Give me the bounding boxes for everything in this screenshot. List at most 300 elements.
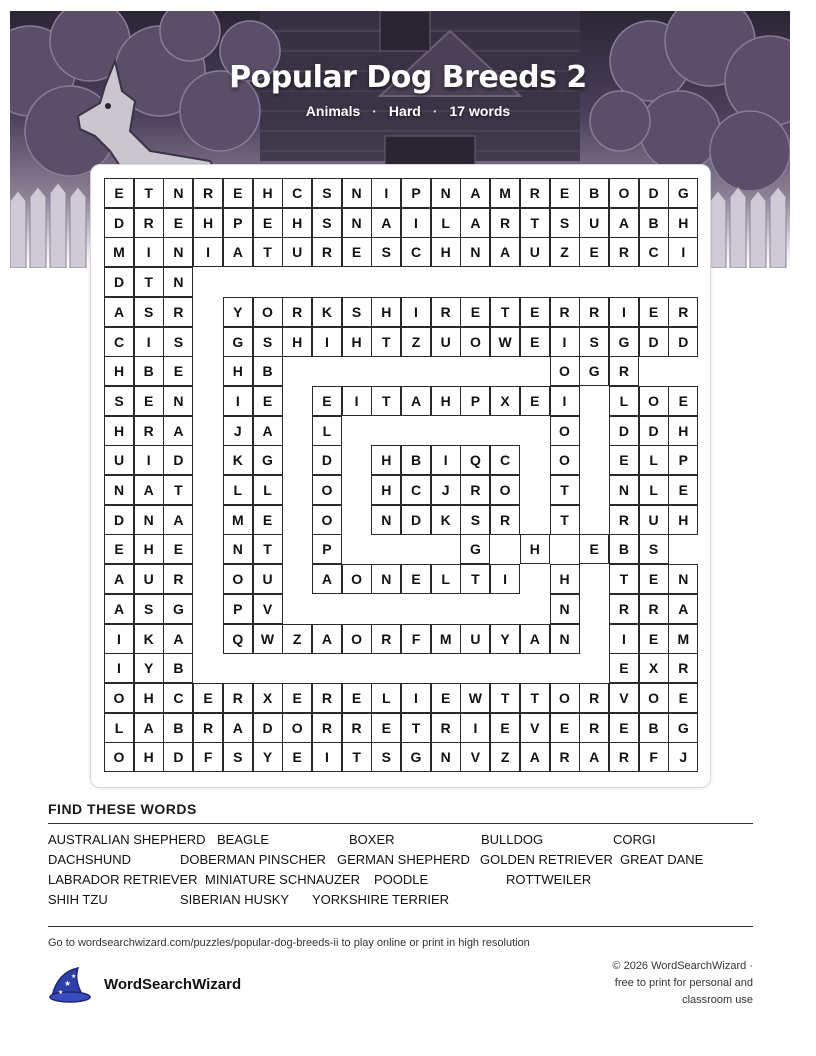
grid-cell: B <box>163 653 193 683</box>
grid-cell: E <box>639 297 669 327</box>
grid-cell: V <box>609 683 639 713</box>
grid-cell: G <box>223 327 253 357</box>
grid-cell: B <box>639 208 669 238</box>
grid-cell: E <box>371 713 401 743</box>
grid-cell: R <box>134 416 164 446</box>
grid-cell: N <box>223 534 253 564</box>
grid-cell: H <box>223 356 253 386</box>
grid-cell: N <box>342 178 372 208</box>
grid-cell: J <box>668 742 698 772</box>
grid-cell: J <box>431 475 461 505</box>
grid-cell: R <box>371 624 401 654</box>
grid-cell: T <box>520 208 550 238</box>
play-online-link[interactable]: Go to wordsearchwizard.com/puzzles/popular-dog-breeds-ii to play online or print in high resolution <box>48 937 530 949</box>
grid-cell: H <box>134 534 164 564</box>
grid-cell: H <box>431 237 461 267</box>
grid-cell: V <box>253 594 283 624</box>
grid-cell: E <box>579 237 609 267</box>
grid-cell: O <box>342 624 372 654</box>
grid-cell: N <box>550 624 580 654</box>
grid-cell: R <box>193 713 223 743</box>
word-item: LABRADOR RETRIEVER <box>48 872 198 887</box>
grid-cell: T <box>371 386 401 416</box>
grid-cell: A <box>163 505 193 535</box>
grid-cell: H <box>282 327 312 357</box>
grid-cell: T <box>550 505 580 535</box>
grid-cell: M <box>668 624 698 654</box>
category-label: Animals <box>305 103 361 119</box>
grid-cell: U <box>282 237 312 267</box>
grid-cell: A <box>253 416 283 446</box>
grid-cell: D <box>639 178 669 208</box>
grid-cell: F <box>639 742 669 772</box>
grid-cell: M <box>490 178 520 208</box>
grid-cell: S <box>371 742 401 772</box>
grid-cell: H <box>550 564 580 594</box>
grid-cell: O <box>609 178 639 208</box>
grid-cell: G <box>163 594 193 624</box>
word-item: GERMAN SHEPHERD <box>337 852 470 867</box>
grid-cell: I <box>609 624 639 654</box>
puzzle-meta <box>0 103 816 119</box>
grid-cell: A <box>134 713 164 743</box>
grid-cell: O <box>550 445 580 475</box>
grid-cell: X <box>253 683 283 713</box>
grid-cell: R <box>282 297 312 327</box>
divider <box>48 926 753 927</box>
grid-cell: R <box>579 713 609 743</box>
grid-cell: N <box>460 237 490 267</box>
grid-cell: E <box>253 505 283 535</box>
grid-cell: I <box>550 386 580 416</box>
meta-separator: · <box>372 103 377 119</box>
grid-cell: H <box>253 178 283 208</box>
word-item: DACHSHUND <box>48 852 132 867</box>
grid-cell: I <box>550 327 580 357</box>
grid-cell: T <box>401 713 431 743</box>
grid-cell: W <box>253 624 283 654</box>
grid-cell: R <box>579 683 609 713</box>
grid-cell: E <box>639 564 669 594</box>
grid-cell: R <box>431 297 461 327</box>
grid-cell: V <box>460 742 490 772</box>
grid-cell: C <box>163 683 193 713</box>
grid-cell: S <box>550 208 580 238</box>
grid-cell: B <box>401 445 431 475</box>
brand-name: WordSearchWizard <box>104 975 242 993</box>
grid-cell: A <box>312 564 342 594</box>
grid-cell: I <box>401 297 431 327</box>
grid-cell: S <box>134 297 164 327</box>
grid-cell: L <box>639 445 669 475</box>
grid-cell: R <box>609 356 639 386</box>
grid-cell: E <box>520 386 550 416</box>
grid-cell: G <box>579 356 609 386</box>
word-item: AUSTRALIAN SHEPHERD <box>48 832 206 847</box>
grid-cell: R <box>550 742 580 772</box>
grid-cell: M <box>223 505 253 535</box>
grid-cell: T <box>253 534 283 564</box>
grid-cell: Z <box>401 327 431 357</box>
grid-cell: S <box>579 327 609 357</box>
grid-cell: A <box>520 624 550 654</box>
grid-cell: I <box>312 327 342 357</box>
grid-cell: I <box>401 683 431 713</box>
word-count-label: 17 words <box>449 103 511 119</box>
grid-cell: R <box>639 594 669 624</box>
grid-cell: E <box>253 386 283 416</box>
grid-cell: H <box>134 742 164 772</box>
grid-cell: E <box>579 534 609 564</box>
grid-cell: U <box>431 327 461 357</box>
grid-cell: C <box>104 327 134 357</box>
grid-cell: D <box>639 416 669 446</box>
grid-cell: D <box>609 416 639 446</box>
grid-cell: K <box>134 624 164 654</box>
grid-cell: T <box>550 475 580 505</box>
grid-cell: I <box>431 445 461 475</box>
word-list <box>48 832 753 916</box>
grid-cell: N <box>668 564 698 594</box>
grid-cell: E <box>104 534 134 564</box>
grid-cell: H <box>520 534 550 564</box>
grid-cell: D <box>253 713 283 743</box>
grid-cell: O <box>312 505 342 535</box>
grid-cell: V <box>520 713 550 743</box>
grid-cell: I <box>460 713 490 743</box>
grid-cell: H <box>371 475 401 505</box>
grid-cell: U <box>520 237 550 267</box>
grid-cell: D <box>104 505 134 535</box>
grid-cell: H <box>193 208 223 238</box>
grid-cell: O <box>639 386 669 416</box>
grid-cell: L <box>104 713 134 743</box>
grid-cell: A <box>579 742 609 772</box>
grid-cell: G <box>668 178 698 208</box>
grid-cell: S <box>312 208 342 238</box>
grid-cell: F <box>401 624 431 654</box>
grid-cell: I <box>134 445 164 475</box>
grid-cell: D <box>163 445 193 475</box>
word-item: ROTTWEILER <box>506 872 592 887</box>
grid-cell: T <box>342 742 372 772</box>
grid-cell: A <box>401 386 431 416</box>
word-item: BULLDOG <box>481 832 544 847</box>
grid-cell: E <box>431 683 461 713</box>
grid-cell: L <box>431 564 461 594</box>
grid-cell: B <box>609 534 639 564</box>
grid-cell: E <box>550 713 580 743</box>
grid-cell: A <box>163 624 193 654</box>
grid-cell: R <box>163 564 193 594</box>
grid-cell: E <box>163 356 193 386</box>
grid-cell: R <box>550 297 580 327</box>
grid-cell: D <box>639 327 669 357</box>
grid-cell: B <box>579 178 609 208</box>
grid-cell: P <box>223 594 253 624</box>
grid-cell: R <box>223 683 253 713</box>
grid-cell: D <box>163 742 193 772</box>
grid-cell: O <box>550 356 580 386</box>
grid-cell: R <box>520 178 550 208</box>
grid-cell: R <box>312 713 342 743</box>
grid-cell: E <box>163 208 193 238</box>
grid-cell: H <box>282 208 312 238</box>
word-item: CORGI <box>613 832 656 847</box>
grid-cell: A <box>490 237 520 267</box>
grid-cell: T <box>371 327 401 357</box>
grid-cell: A <box>312 624 342 654</box>
grid-cell: A <box>609 208 639 238</box>
grid-cell: B <box>134 356 164 386</box>
grid-cell: P <box>223 208 253 238</box>
grid-cell: E <box>668 683 698 713</box>
grid-cell: C <box>282 178 312 208</box>
grid-cell: N <box>163 267 193 297</box>
grid-cell: N <box>431 742 461 772</box>
grid-cell: N <box>134 505 164 535</box>
word-item: SHIH TZU <box>48 892 108 907</box>
word-item: SIBERIAN HUSKY <box>180 892 290 907</box>
grid-cell: O <box>104 742 134 772</box>
grid-cell: U <box>460 624 490 654</box>
grid-cell: O <box>460 327 490 357</box>
grid-cell: K <box>431 505 461 535</box>
grid-cell: R <box>668 653 698 683</box>
grid-cell: T <box>490 297 520 327</box>
grid-cell: Q <box>223 624 253 654</box>
grid-cell: A <box>223 713 253 743</box>
grid-cell: A <box>163 416 193 446</box>
grid-cell: I <box>104 624 134 654</box>
grid-cell: Y <box>490 624 520 654</box>
grid-cell: O <box>223 564 253 594</box>
grid-cell: P <box>312 534 342 564</box>
copyright-notice <box>553 958 753 1009</box>
grid-cell: Y <box>223 297 253 327</box>
grid-cell: G <box>460 534 490 564</box>
puzzle-title: Popular Dog Breeds 2 <box>229 60 587 95</box>
word-item: MINIATURE SCHNAUZER <box>205 872 361 887</box>
grid-cell: A <box>223 237 253 267</box>
grid-cell: O <box>550 416 580 446</box>
grid-cell: X <box>639 653 669 683</box>
grid-cell: H <box>134 683 164 713</box>
grid-cell: E <box>460 297 490 327</box>
copyright-line: free to print for personal and <box>614 977 753 989</box>
grid-cell: F <box>193 742 223 772</box>
grid-cell: H <box>668 208 698 238</box>
grid-cell: A <box>520 742 550 772</box>
word-item: YORKSHIRE TERRIER <box>312 892 450 907</box>
divider <box>48 823 753 824</box>
word-list-title: FIND THESE WORDS <box>48 801 197 817</box>
grid-cell: R <box>193 178 223 208</box>
grid-cell: I <box>401 208 431 238</box>
grid-cell: D <box>312 445 342 475</box>
grid-cell: Z <box>490 742 520 772</box>
grid-cell: R <box>312 237 342 267</box>
grid-cell: E <box>104 178 134 208</box>
grid-cell: H <box>371 297 401 327</box>
grid-cell: E <box>668 386 698 416</box>
grid-cell: P <box>668 445 698 475</box>
grid-cell: A <box>134 475 164 505</box>
grid-cell: N <box>163 237 193 267</box>
grid-cell: R <box>609 742 639 772</box>
grid-cell: R <box>609 505 639 535</box>
grid-cell: X <box>490 386 520 416</box>
grid-cell: B <box>639 713 669 743</box>
grid-cell: R <box>134 208 164 238</box>
grid-cell: S <box>371 237 401 267</box>
word-item: GOLDEN RETRIEVER <box>480 852 613 867</box>
grid-cell: R <box>609 594 639 624</box>
grid-cell: T <box>163 475 193 505</box>
grid-cell: E <box>639 624 669 654</box>
grid-cell: I <box>312 742 342 772</box>
grid-cell: O <box>490 475 520 505</box>
grid-cell: N <box>550 594 580 624</box>
grid-cell: H <box>342 327 372 357</box>
grid-cell: U <box>639 505 669 535</box>
grid-cell: H <box>371 445 401 475</box>
grid-cell: Z <box>282 624 312 654</box>
grid-cell: L <box>312 416 342 446</box>
grid-cell: G <box>401 742 431 772</box>
grid-cell: H <box>104 416 134 446</box>
grid-cell: N <box>342 208 372 238</box>
grid-cell: C <box>401 237 431 267</box>
grid-cell: E <box>609 653 639 683</box>
grid-cell: O <box>342 564 372 594</box>
grid-cell: O <box>104 683 134 713</box>
svg-text:★: ★ <box>64 979 72 988</box>
grid-cell: L <box>609 386 639 416</box>
grid-cell: S <box>253 327 283 357</box>
grid-cell: I <box>490 564 520 594</box>
grid-cell: O <box>550 683 580 713</box>
grid-cell: A <box>104 564 134 594</box>
grid-cell: S <box>460 505 490 535</box>
grid-cell: U <box>253 564 283 594</box>
grid-cell: E <box>342 237 372 267</box>
grid-cell: H <box>668 416 698 446</box>
grid-cell: I <box>134 327 164 357</box>
grid-cell: T <box>490 683 520 713</box>
grid-cell: M <box>431 624 461 654</box>
grid-cell: E <box>312 386 342 416</box>
grid-cell: S <box>134 594 164 624</box>
copyright-line: © 2026 WordSearchWizard · <box>612 960 753 972</box>
grid-cell: R <box>609 237 639 267</box>
wizard-hat-icon <box>48 964 92 1004</box>
grid-cell: P <box>401 178 431 208</box>
grid-cell: E <box>342 683 372 713</box>
svg-text:★: ★ <box>71 973 77 980</box>
grid-cell: D <box>104 267 134 297</box>
grid-cell: D <box>401 505 431 535</box>
grid-cell: O <box>639 683 669 713</box>
grid-cell: N <box>371 505 401 535</box>
word-item: GREAT DANE <box>620 852 704 867</box>
grid-cell: I <box>134 237 164 267</box>
grid-cell: O <box>312 475 342 505</box>
grid-cell: T <box>134 267 164 297</box>
grid-cell: T <box>134 178 164 208</box>
grid-cell: G <box>609 327 639 357</box>
grid-cell: C <box>490 445 520 475</box>
grid-cell: A <box>460 178 490 208</box>
grid-cell: Y <box>253 742 283 772</box>
grid-cell: S <box>312 178 342 208</box>
word-item: DOBERMAN PINSCHER <box>180 852 326 867</box>
grid-cell: R <box>431 713 461 743</box>
grid-cell: L <box>371 683 401 713</box>
grid-cell: E <box>401 564 431 594</box>
grid-cell: T <box>253 237 283 267</box>
grid-cell: W <box>490 327 520 357</box>
grid-cell: K <box>312 297 342 327</box>
grid-cell: E <box>253 208 283 238</box>
grid-cell: O <box>282 713 312 743</box>
word-item: BOXER <box>349 832 395 847</box>
grid-cell: U <box>134 564 164 594</box>
brand[interactable] <box>48 964 241 1004</box>
grid-cell: E <box>550 178 580 208</box>
grid-cell: R <box>312 683 342 713</box>
grid-cell: R <box>163 297 193 327</box>
grid-cell: E <box>668 475 698 505</box>
grid-cell: E <box>193 683 223 713</box>
grid-cell: E <box>282 683 312 713</box>
grid-cell: I <box>371 178 401 208</box>
grid-cell: B <box>163 713 193 743</box>
grid-cell: E <box>134 386 164 416</box>
grid-cell: R <box>579 297 609 327</box>
grid-cell: G <box>668 713 698 743</box>
grid-cell: M <box>104 237 134 267</box>
grid-cell: T <box>520 683 550 713</box>
grid-cell: C <box>639 237 669 267</box>
grid-cell: R <box>490 505 520 535</box>
grid-cell: H <box>668 505 698 535</box>
grid-cell: L <box>431 208 461 238</box>
grid-cell: S <box>342 297 372 327</box>
grid-cell: Y <box>134 653 164 683</box>
grid-cell: L <box>639 475 669 505</box>
grid-cell: E <box>609 445 639 475</box>
grid-cell: A <box>104 297 134 327</box>
grid-cell: H <box>104 356 134 386</box>
grid-cell: K <box>223 445 253 475</box>
grid-cell: A <box>668 594 698 624</box>
meta-separator: · <box>432 103 438 119</box>
grid-cell: N <box>431 178 461 208</box>
difficulty-label: Hard <box>388 103 421 119</box>
grid-cell: S <box>223 742 253 772</box>
grid-cell: W <box>460 683 490 713</box>
grid-cell: G <box>253 445 283 475</box>
grid-cell: D <box>668 327 698 357</box>
grid-cell: U <box>104 445 134 475</box>
word-item: BEAGLE <box>217 832 270 847</box>
grid-cell: P <box>460 386 490 416</box>
grid-cell: S <box>104 386 134 416</box>
grid-cell: Q <box>460 445 490 475</box>
grid-cell: I <box>609 297 639 327</box>
grid-cell: H <box>431 386 461 416</box>
